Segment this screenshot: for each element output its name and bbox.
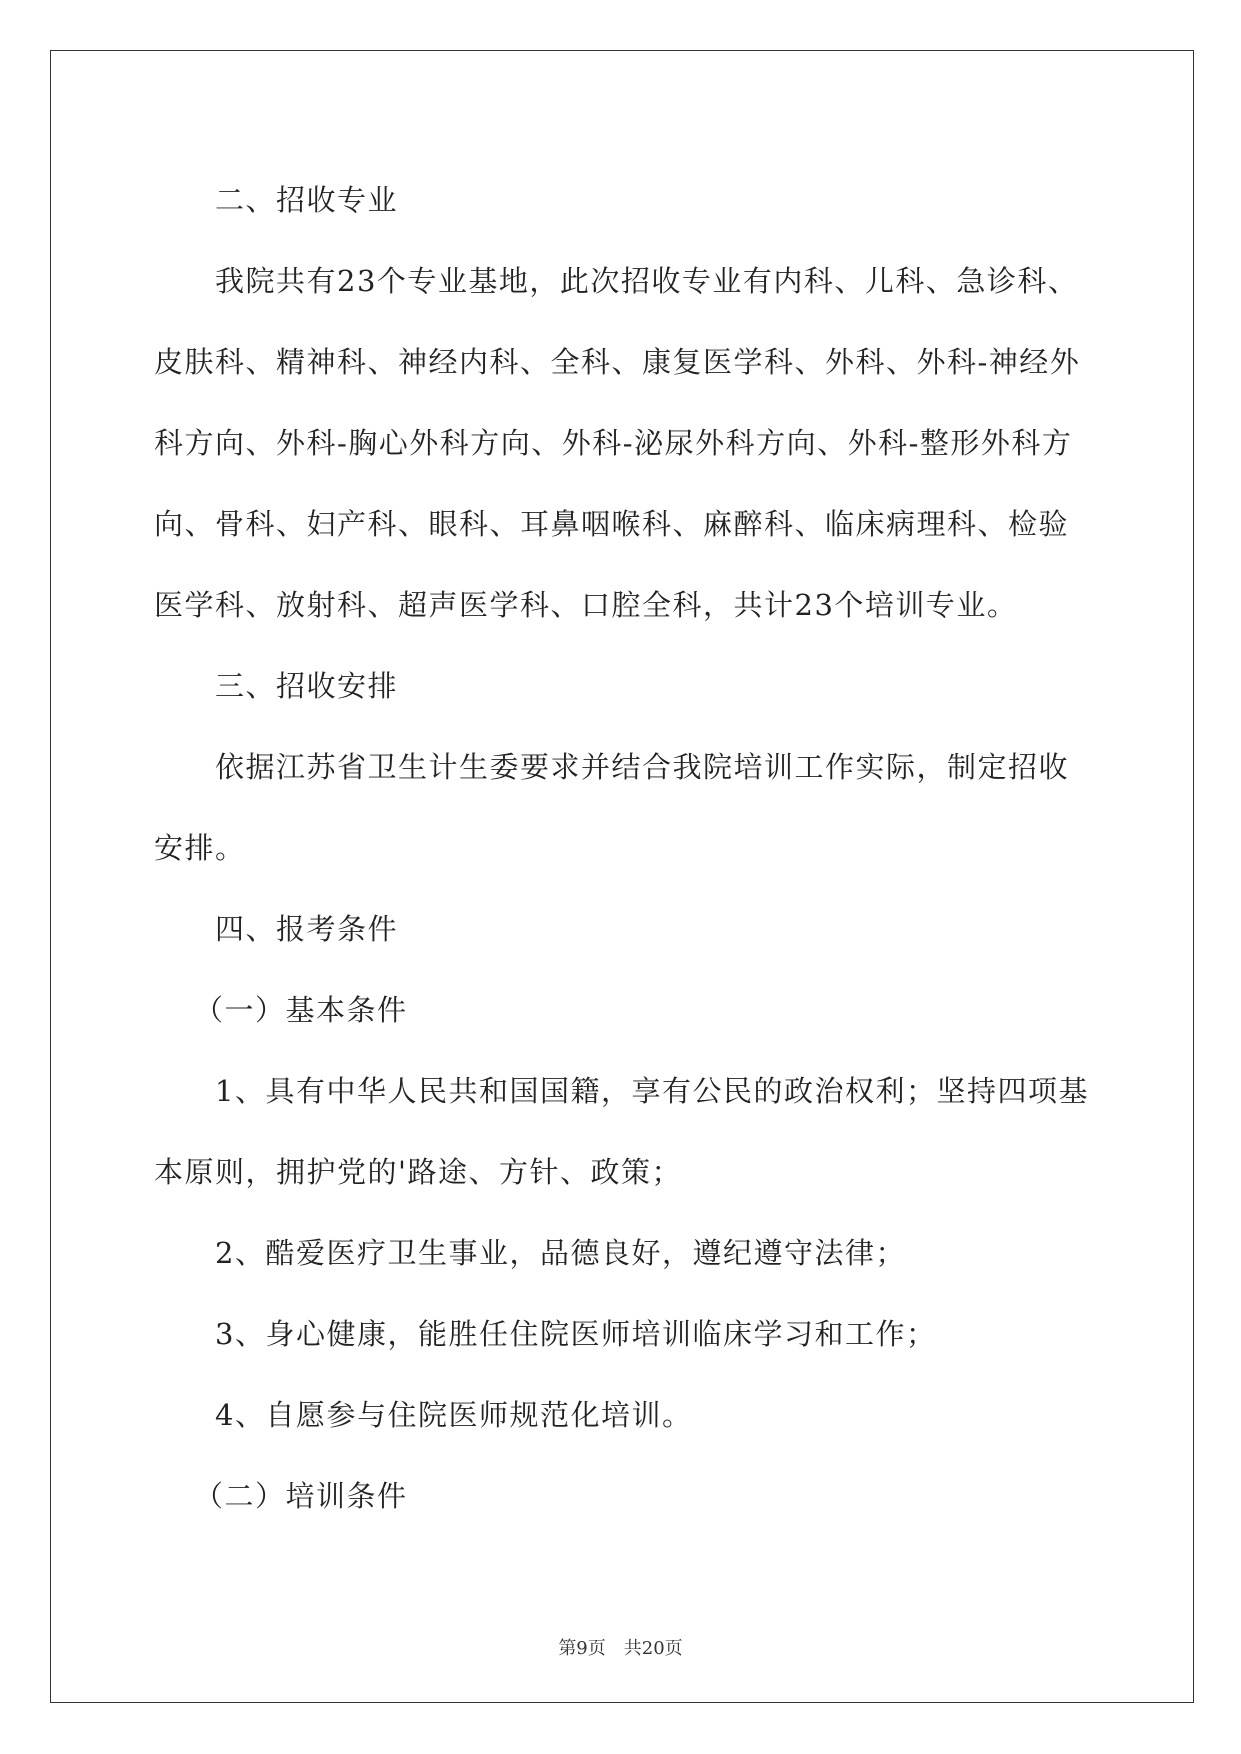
- section-heading-conditions: 四、报考条件: [215, 912, 399, 946]
- condition-item-4: 4、自愿参与住院医师规范化培训。: [215, 1398, 693, 1432]
- condition-item-3: 3、身心健康，能胜任住院医师培训临床学习和工作；: [215, 1317, 937, 1351]
- subsection-heading-basic: （一）基本条件: [194, 993, 408, 1027]
- section-heading-majors: 二、招收专业: [215, 183, 399, 217]
- document-body: [154, 160, 1094, 1537]
- condition-item-2: 2、酷爱医疗卫生事业，品德良好，遵纪遵守法律；: [215, 1236, 906, 1270]
- page-number-footer: 第9页 共20页: [558, 1638, 683, 1659]
- paragraph-arrangement: 依据江苏省卫生计生委要求并结合我院培训工作实际，制定招收安排。: [154, 750, 1070, 865]
- paragraph-majors-list: 我院共有23个专业基地，此次招收专业有内科、儿科、急诊科、皮肤科、精神科、神经内科、全科、康复医学科、外科、外科-神经外科方向、外科-胸心外科方向、外科-泌尿外科方向、外科-整形外科方向、骨科、妇产科、眼科、耳鼻咽喉科、麻醉科、临床病理科、检验医学科、放射科、超声医学科、口腔全科，共计23个培训专业。: [154, 264, 1081, 622]
- condition-item-1: 1、具有中华人民共和国国籍，享有公民的政治权利；坚持四项基本原则，拥护党的'路途、方针、政策；: [154, 1074, 1089, 1189]
- section-heading-arrangement: 三、招收安排: [215, 669, 399, 703]
- subsection-heading-training: （二）培训条件: [194, 1479, 408, 1513]
